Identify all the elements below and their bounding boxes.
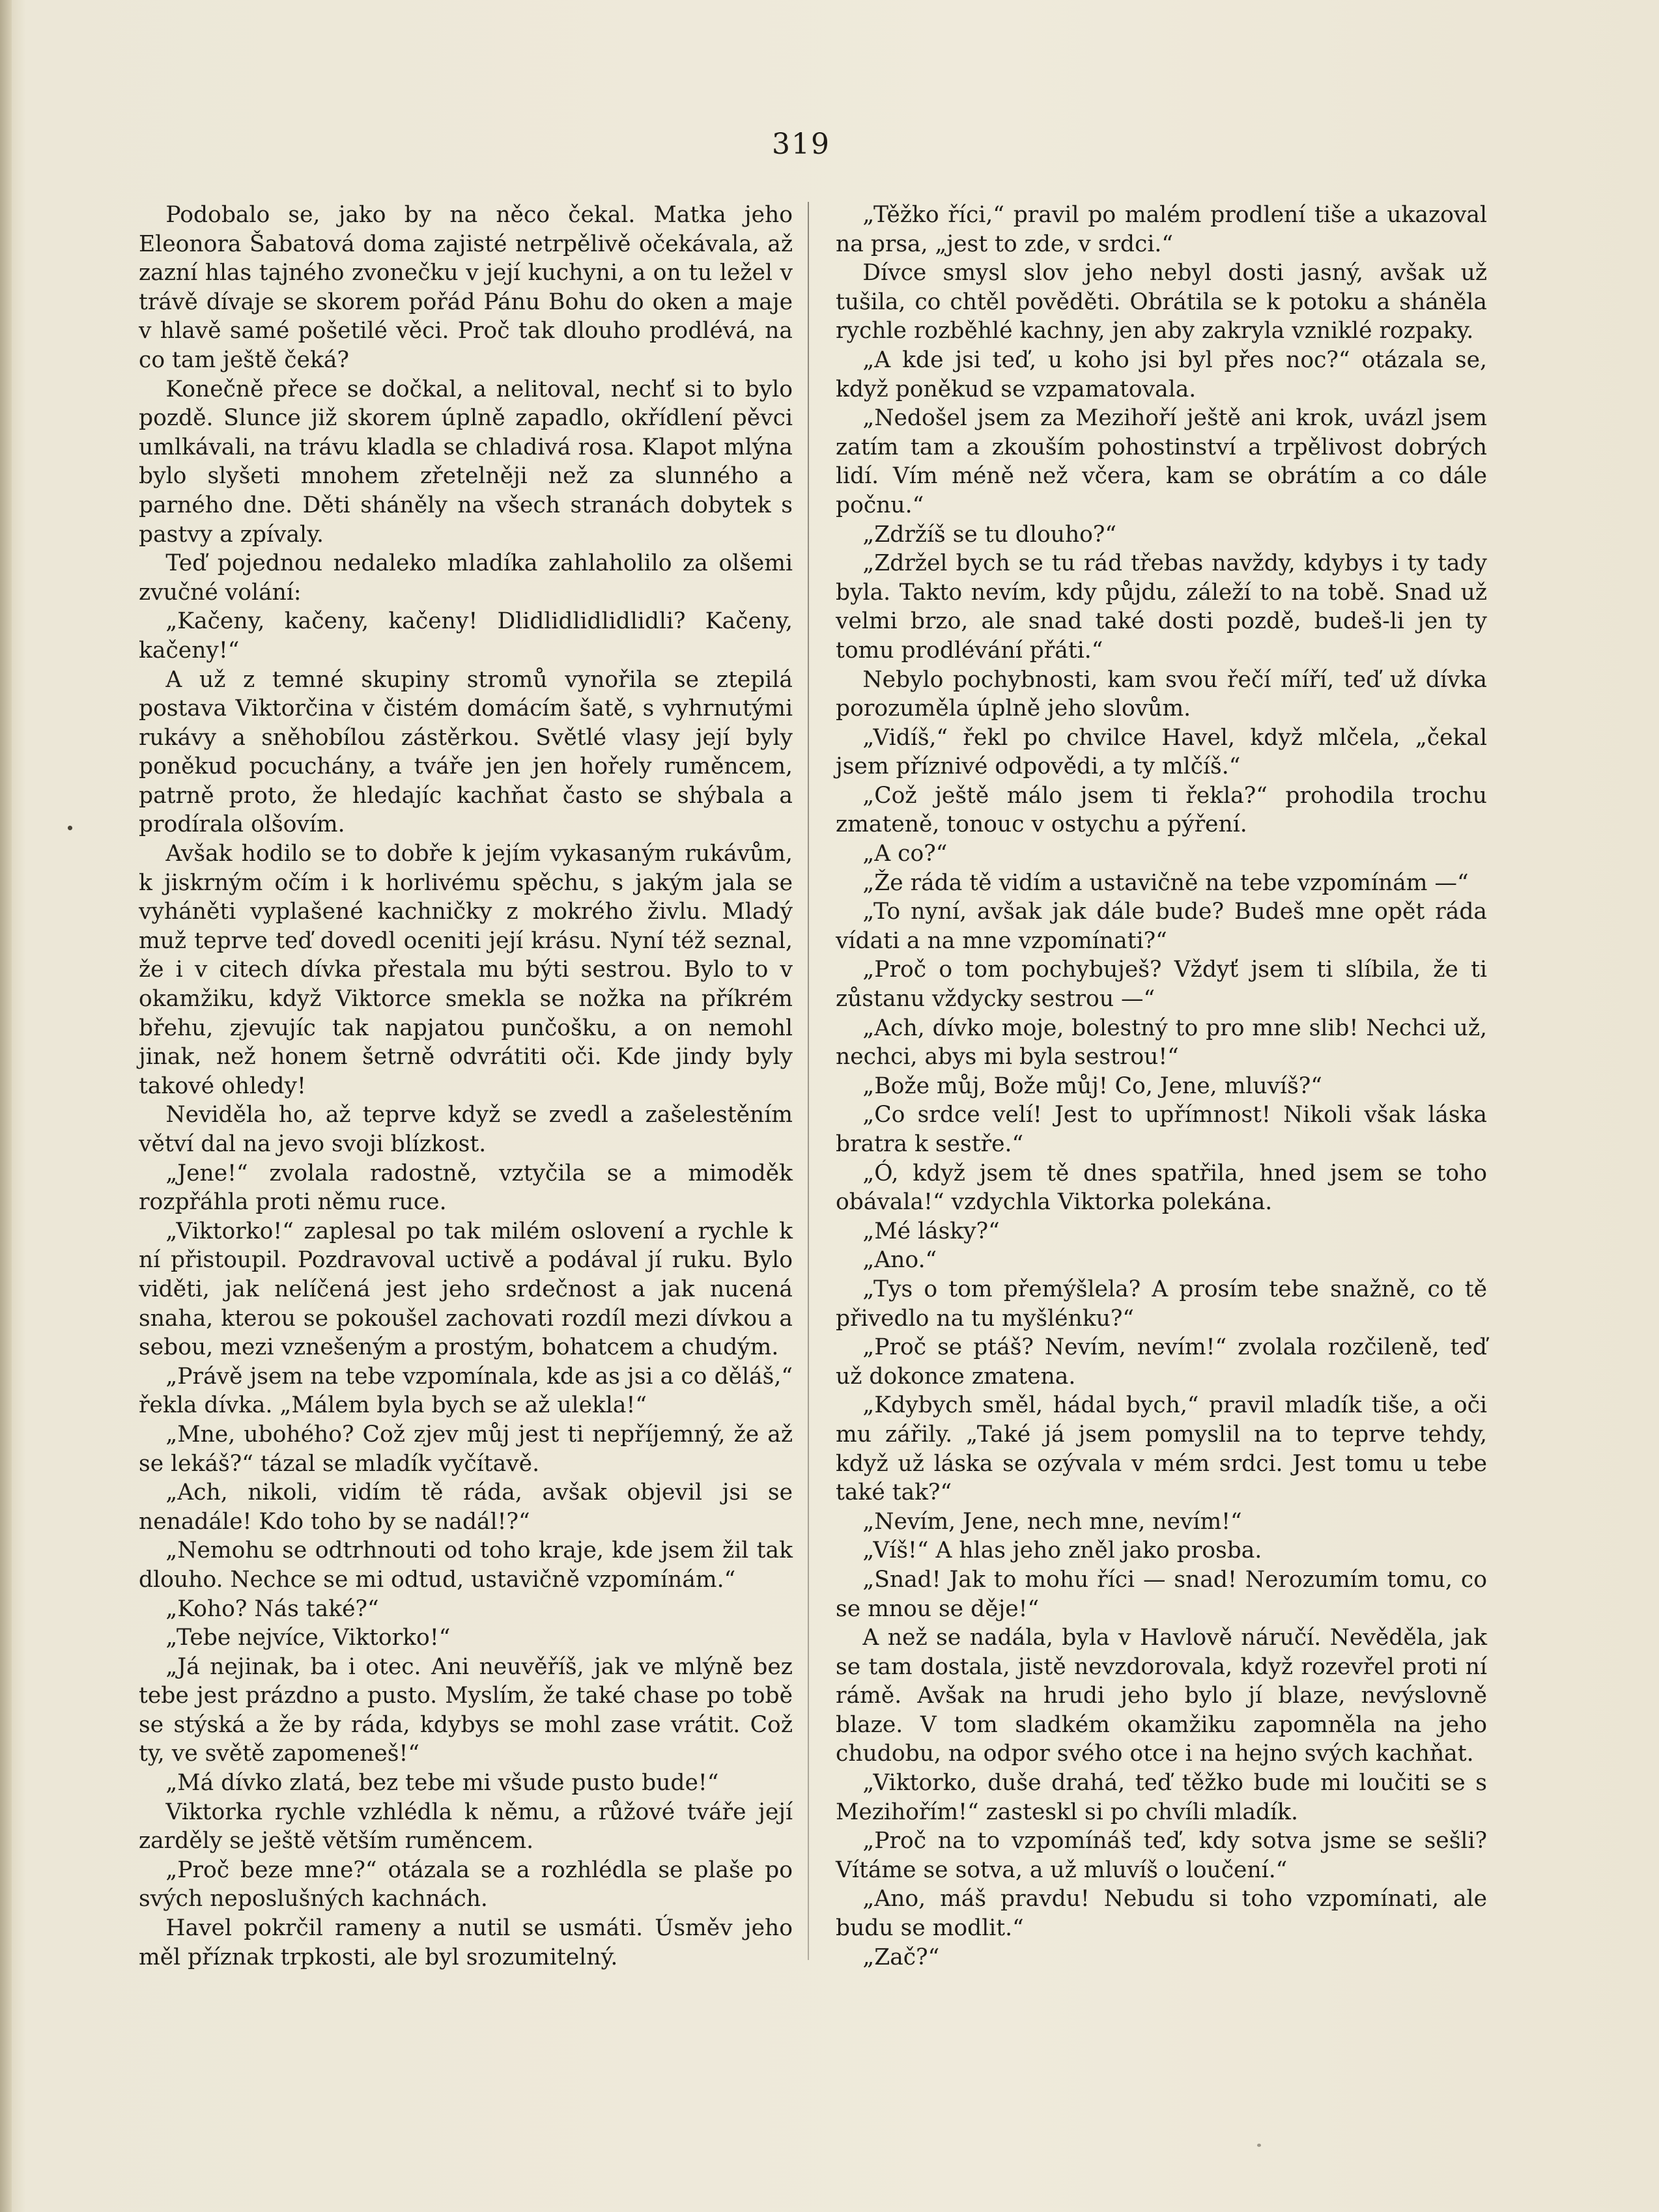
paragraph: A už z temné skupiny stromů vynořila se ztepilá postava Viktorčina v čistém domácím šatě, s vyhrnutými rukávy a sněhobílou zástěrkou. Světlé vlasy její byly poněkud pocuchány, a tváře jen jen hořely ruměncem, patrně proto, že hledajíc kachňat často se shýbala a prodírala olšovím. — [139, 666, 793, 838]
paragraph: „Bože můj, Bože můj! Co, Jene, mluvíš?“ — [862, 1072, 1322, 1099]
paragraph: Avšak hodilo se to dobře k jejím vykasaným rukávům, k jiskrným očím i k horlivému spěchu, s jakým jala se vyháněti vyplašené kachničky z mokrého živlu. Mladý muž teprve teď dovedl oceniti její krásu. Nyní též seznal, že i v citech dívka přestala mu býti sestrou. Bylo to v okamžiku, když Viktorce smekla se nožka na příkrém břehu, zjevujíc tak napjatou punčošku, a on nemohl jinak, než honem šetrně odvrátiti oči. Kde jindy byly takové ohledy! — [139, 841, 793, 1099]
paragraph: „Proč beze mne?“ otázala se a rozhlédla se plaše po svých neposlušných kachnách. — [139, 1856, 793, 1912]
paragraph: Havel pokrčil rameny a nutil se usmáti. Úsměv jeho měl příznak trpkosti, ale byl srozumitelný. — [139, 1915, 793, 1970]
paragraph: „A kde jsi teď, u koho jsi byl přes noc?“ otázala se, když poněkud se vzpamatovala. — [836, 346, 1487, 402]
paragraph: Teď pojednou nedaleko mladíka zahlaholilo za olšemi zvučné volání: — [139, 550, 793, 606]
print-speck — [1257, 2144, 1261, 2147]
paragraph: Nebylo pochybnosti, kam svou řečí míří, teď už dívka porozuměla úplně jeho slovům. — [836, 666, 1487, 722]
paragraph: „Právě jsem na tebe vzpomínala, kde as jsi a co děláš,“ řekla dívka. „Málem byla bych se až ulekla!“ — [139, 1363, 793, 1419]
column-divider — [808, 202, 809, 1960]
paragraph: „Snad! Jak to mohu říci — snad! Nerozumím tomu, co se mnou se děje!“ — [836, 1566, 1487, 1622]
paragraph: „Koho? Nás také?“ — [165, 1595, 379, 1622]
paragraph: „Zdržel bych se tu rád třebas navždy, kdybys i ty tady byla. Takto nevím, kdy půjdu, záleží to na tobě. Snad už velmi brzo, ale snad také dosti pozdě, budeš-li jen ty tomu prodlévání přáti.“ — [836, 550, 1487, 664]
page-binding-edge — [0, 0, 12, 2212]
paragraph: „Tys o tom přemýšlela? A prosím tebe snažně, co tě přivedlo na tu myšlénku?“ — [836, 1276, 1487, 1332]
paragraph: „Těžko říci,“ pravil po malém prodlení tiše a ukazoval na prsa, „jest to zde, v srdci.“ — [836, 202, 1487, 257]
paragraph: „Zač?“ — [862, 1944, 940, 1970]
left-text-column — [139, 201, 793, 1972]
paragraph: Neviděla ho, až teprve když se zvedl a zašelestěním větví dal na jevo svoji blízkost. — [139, 1102, 793, 1157]
paragraph: Dívce smysl slov jeho nebyl dosti jasný, avšak už tušila, co chtěl pověděti. Obrátila se k potoku a sháněla rychle rozběhlé kachny, jen aby zakryla vzniklé rozpaky. — [836, 260, 1487, 344]
paragraph: „Já nejinak, ba i otec. Ani neuvěříš, jak ve mlýně bez tebe jest prázdno a pusto. Myslím, že také chase po tobě se stýská a že by ráda, kdybys se mohl zase vrátit. Což ty, ve světě zapomeneš!“ — [139, 1653, 793, 1767]
paragraph: „Viktorko, duše drahá, teď těžko bude mi loučiti se s Mezihořím!“ zasteskl si po chvíli mladík. — [836, 1770, 1487, 1825]
paragraph: „Viktorko!“ zaplesal po tak milém oslovení a rychle k ní přistoupil. Pozdravoval uctivě a podával jí ruku. Bylo viděti, jak nelíčená jest jeho srdečnost a jak nucená snaha, kterou se pokoušel zachovati rozdíl mezi dívkou a sebou, mezi vznešeným a prostým, bohatcem a chudým. — [139, 1218, 793, 1361]
paragraph: „Mé lásky?“ — [862, 1218, 1000, 1244]
paragraph: „Ach, dívko moje, bolestný to pro mne slib! Nechci už, nechci, abys mi byla sestrou!“ — [836, 1015, 1487, 1071]
paragraph: „Že ráda tě vidím a ustavičně na tebe vzpomínám —“ — [862, 869, 1469, 896]
paragraph: „Víš!“ A hlas jeho zněl jako prosba. — [862, 1537, 1262, 1564]
paragraph: „Tebe nejvíce, Viktorko!“ — [165, 1625, 451, 1651]
paragraph: „Nedošel jsem za Mezihoří ještě ani krok, uvázl jsem zatím tam a zkouším pohostinství a trpělivost dobrých lidí. Vím méně než včera, kam se obrátím a co dále počnu.“ — [836, 405, 1487, 518]
page-number: 319 — [772, 128, 830, 161]
paragraph: „Mne, ubohého? Což zjev můj jest ti nepříjemný, že až se lekáš?“ tázal se mladík vyčítavě. — [139, 1421, 793, 1477]
paragraph: „Ano, máš pravdu! Nebudu si toho vzpomínati, ale budu se modlit.“ — [836, 1886, 1487, 1942]
paragraph: Viktorka rychle vzhlédla k němu, a růžové tváře její zarděly se ještě větším ruměncem. — [139, 1799, 793, 1855]
print-speck — [68, 826, 72, 830]
paragraph: „Proč se ptáš? Nevím, nevím!“ zvolala rozčileně, teď už dokonce zmatena. — [836, 1334, 1487, 1390]
paragraph: „Má dívko zlatá, bez tebe mi všude pusto bude!“ — [165, 1770, 719, 1797]
paragraph: „Ó, když jsem tě dnes spatřila, hned jsem se toho obávala!“ vzdychla Viktorka polekána. — [836, 1160, 1487, 1216]
paragraph: „Proč o tom pochybuješ? Vždyť jsem ti slíbila, že ti zůstanu vždycky sestrou —“ — [836, 957, 1487, 1013]
paragraph: „Nevím, Jene, nech mne, nevím!“ — [862, 1508, 1242, 1535]
paragraph: „Jene!“ zvolala radostně, vztyčila se a mimoděk rozpřáhla proti němu ruce. — [139, 1160, 793, 1216]
paragraph: „Ach, nikoli, vidím tě ráda, avšak objevil jsi se nenadále! Kdo toho by se nadál!?“ — [139, 1479, 793, 1535]
paragraph: „A co?“ — [862, 841, 948, 867]
paragraph: A než se nadála, byla v Havlově náručí. Nevěděla, jak se tam dostala, jistě nevzdorovala, když rozevřel proti ní rámě. Avšak na hrudi jeho bylo jí blaze, nevýslovně blaze. V tom sladkém okamžiku zapomněla na jeho chudobu, na odpor svého otce i na hejno svých kachňat. — [836, 1625, 1487, 1767]
paragraph: „Co srdce velí! Jest to upřímnost! Nikoli však láska bratra k sestře.“ — [836, 1102, 1487, 1157]
paragraph: „Vidíš,“ řekl po chvilce Havel, když mlčela, „čekal jsem příznivé odpovědi, a ty mlčíš.“ — [836, 724, 1487, 780]
paragraph: „Nemohu se odtrhnouti od toho kraje, kde jsem žil tak dlouho. Nechce se mi odtud, ustavičně vzpomínám.“ — [139, 1537, 793, 1593]
paragraph: Konečně přece se dočkal, a nelitoval, nechť si to bylo pozdě. Slunce již skorem úplně zapadlo, okřídlení pěvci umlkávali, na trávu kladla se chladivá rosa. Klapot mlýna bylo slyšeti mnohem zřetelněji než za slunného a parného dne. Děti sháněly na všech stranách dobytek s pastvy a zpívaly. — [139, 376, 793, 548]
paragraph: „Kdybych směl, hádal bych,“ pravil mladík tiše, a oči mu zářily. „Také já jsem pomyslil na to teprve tehdy, když už láska se ozývala v mém srdci. Jest tomu u tebe také tak?“ — [836, 1392, 1487, 1506]
paragraph: „Ano.“ — [862, 1247, 937, 1274]
paragraph: „Proč na to vzpomínáš teď, kdy sotva jsme se sešli? Vítáme se sotva, a už mluvíš o loučení.“ — [836, 1828, 1487, 1883]
right-text-column — [836, 201, 1487, 1972]
paragraph: „Zdržíš se tu dlouho?“ — [862, 521, 1117, 548]
paragraph: Podobalo se, jako by na něco čekal. Matka jeho Eleonora Šabatová doma zajisté netrpělivě očekávala, až zazní hlas tajného zvonečku v její kuchyni, a on tu ležel v trávě dívaje se skorem pořád Pánu Bohu do oken a maje v hlavě samé pošetilé věci. Proč tak dlouho prodlévá, na co tam ještě čeká? — [139, 202, 793, 373]
paragraph: „To nyní, avšak jak dále bude? Budeš mne opět ráda vídati a na mne vzpomínati?“ — [836, 899, 1487, 954]
paragraph: „Kačeny, kačeny, kačeny! Dlidlidlidlidlidli? Kačeny, kačeny!“ — [139, 608, 793, 664]
paragraph: „Což ještě málo jsem ti řekla?“ prohodila trochu zmateně, tonouc v ostychu a pýření. — [836, 782, 1487, 838]
